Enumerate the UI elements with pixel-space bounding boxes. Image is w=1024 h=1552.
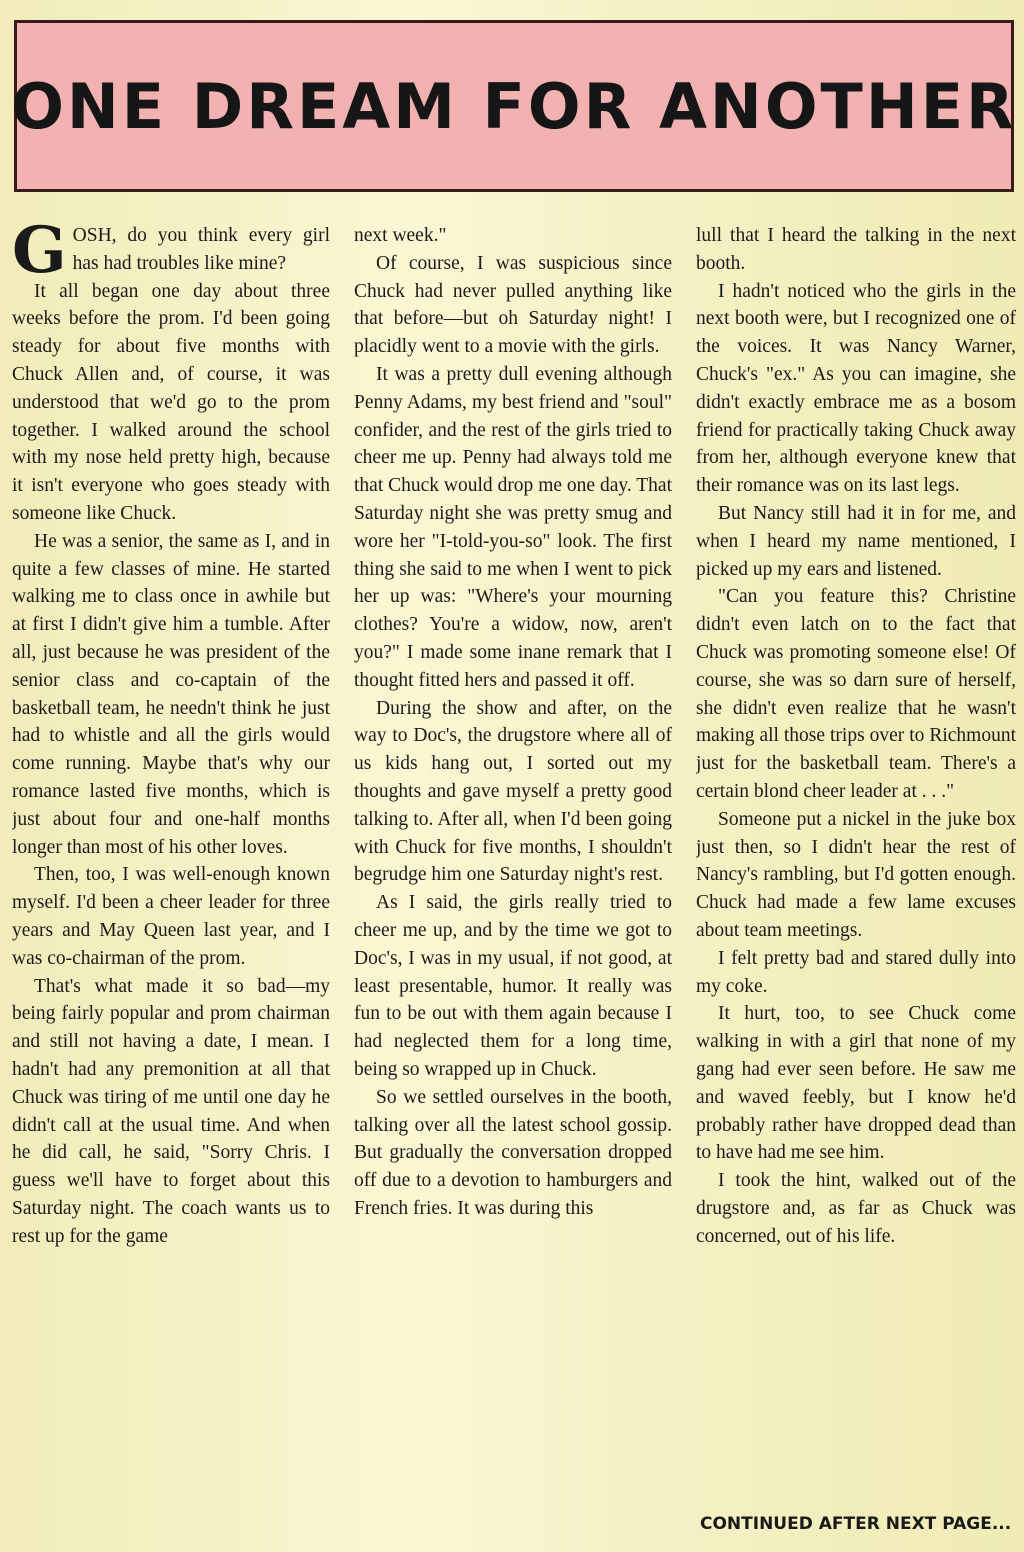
paragraph: It all began one day about three weeks before the prom. I'd been going steady for about five months with Chuck Allen and, of course, it was understood that we'd go to the prom together. I walked around the school with my nose held pretty high, because it isn't everyone who goes steady with someone like Chuck. — [12, 280, 330, 524]
text-column-2 — [354, 222, 672, 1512]
continuation-text: lull that I heard the talking in the next booth. — [696, 225, 1016, 274]
paragraph: During the show and after, on the way to Doc's, the drugstore where all of us kids hang out, I sorted out my thoughts and gave myself a pretty good talking to. After all, when I'd been going with Chuck for five months, I shouldn't begrudge him one Saturday night's rest. — [354, 697, 672, 886]
story-title: ONE DREAM FOR ANOTHER — [11, 69, 1017, 143]
paragraph: Someone put a nickel in the juke box just then, so I didn't hear the rest of Nancy's rambling, but I'd gotten enough. Chuck had made a few lame excuses about team meetings. — [696, 808, 1016, 941]
drop-cap: G — [12, 222, 67, 288]
paragraph: It hurt, too, to see Chuck come walking in with a girl that none of my gang had ever seen before. He saw me and waved feebly, but I know he'd probably rather have dropped dead than to have had me see him. — [696, 1003, 1016, 1164]
text-column-3 — [696, 222, 1016, 1512]
text-column-1 — [12, 222, 330, 1512]
title-banner — [11, 20, 1017, 192]
paragraph: I felt pretty bad and stared dully into my coke. — [696, 947, 1016, 997]
paragraph: Of course, I was suspicious since Chuck had never pulled anything like that before—but oh Saturday night! I placidly went to a movie with the girls. — [354, 252, 672, 358]
paragraph: That's what made it so bad—my being fairly popular and prom chairman and still not having a date, I mean. I hadn't had any premonition at all that Chuck was tiring of me until one day he didn't call at the usual time. And when he did call, he said, "Sorry Chris. I guess we'll have to forget about this Saturday night. The coach wants us to rest up for the game — [12, 975, 330, 1247]
paragraph: "Can you feature this? Christine didn't even latch on to the fact that Chuck was promoting someone else! Of course, she was so darn sure of herself, she didn't even realize that he wasn't making all those trips over to Richmount just for the basketball team. There's a certain blond cheer leader at . . ." — [696, 586, 1016, 802]
continuation-text: next week." — [354, 225, 447, 246]
continued-note: CONTINUED AFTER NEXT PAGE... — [700, 1514, 1012, 1534]
paragraph: Then, too, I was well-enough known myself. I'd been a cheer leader for three years and May Queen last year, and I was co-chairman of the prom. — [12, 864, 330, 969]
paragraph: As I said, the girls really tried to cheer me up, and by the time we got to Doc's, I was in my usual, if not good, at least presentable, humor. It really was fun to be out with them again because I had neglected them for a long time, being so wrapped up in Chuck. — [354, 892, 672, 1080]
paragraph: I took the hint, walked out of the drugstore and, as far as Chuck was concerned, out of his life. — [696, 1170, 1016, 1247]
opening-paragraph — [12, 222, 330, 288]
opening-text: OSH, do you think every girl has had troubles like mine? — [72, 225, 330, 274]
paragraph: It was a pretty dull evening although Penny Adams, my best friend and "soul" confider, and the rest of the girls tried to cheer me up. Penny had always told me that Chuck would drop me one day. That Saturday night she was pretty smug and wore her "I-told-you-so" look. The first thing she said to me when I went to pick her up was: "Where's your mourning clothes? You're a widow, now, aren't you?" I made some inane remark that I thought fitted hers and passed it off. — [354, 363, 672, 691]
paragraph: I hadn't noticed who the girls in the next booth were, but I recognized one of the voices. It was Nancy Warner, Chuck's "ex." As you can imagine, she didn't exactly embrace me as a bosom friend for practically taking Chuck away from her, although everyone knew that their romance was on its last legs. — [696, 280, 1016, 497]
paragraph: But Nancy still had it in for me, and when I heard my name mentioned, I picked up my ears and listened. — [696, 502, 1016, 580]
paragraph: He was a senior, the same as I, and in quite a few classes of mine. He started walking me to class once in awhile but at first I didn't give him a tumble. After all, just because he was president of the senior class and co-captain of the basketball team, he needn't think he just had to whistle and all the girls would come running. Maybe that's why our romance lasted five months, which is just about four and one-half months longer than most of his other loves. — [12, 530, 330, 858]
paragraph: So we settled ourselves in the booth, talking over all the latest school gossip. But gradually the conversation dropped off due to a devotion to hamburgers and French fries. It was during this — [354, 1086, 672, 1219]
